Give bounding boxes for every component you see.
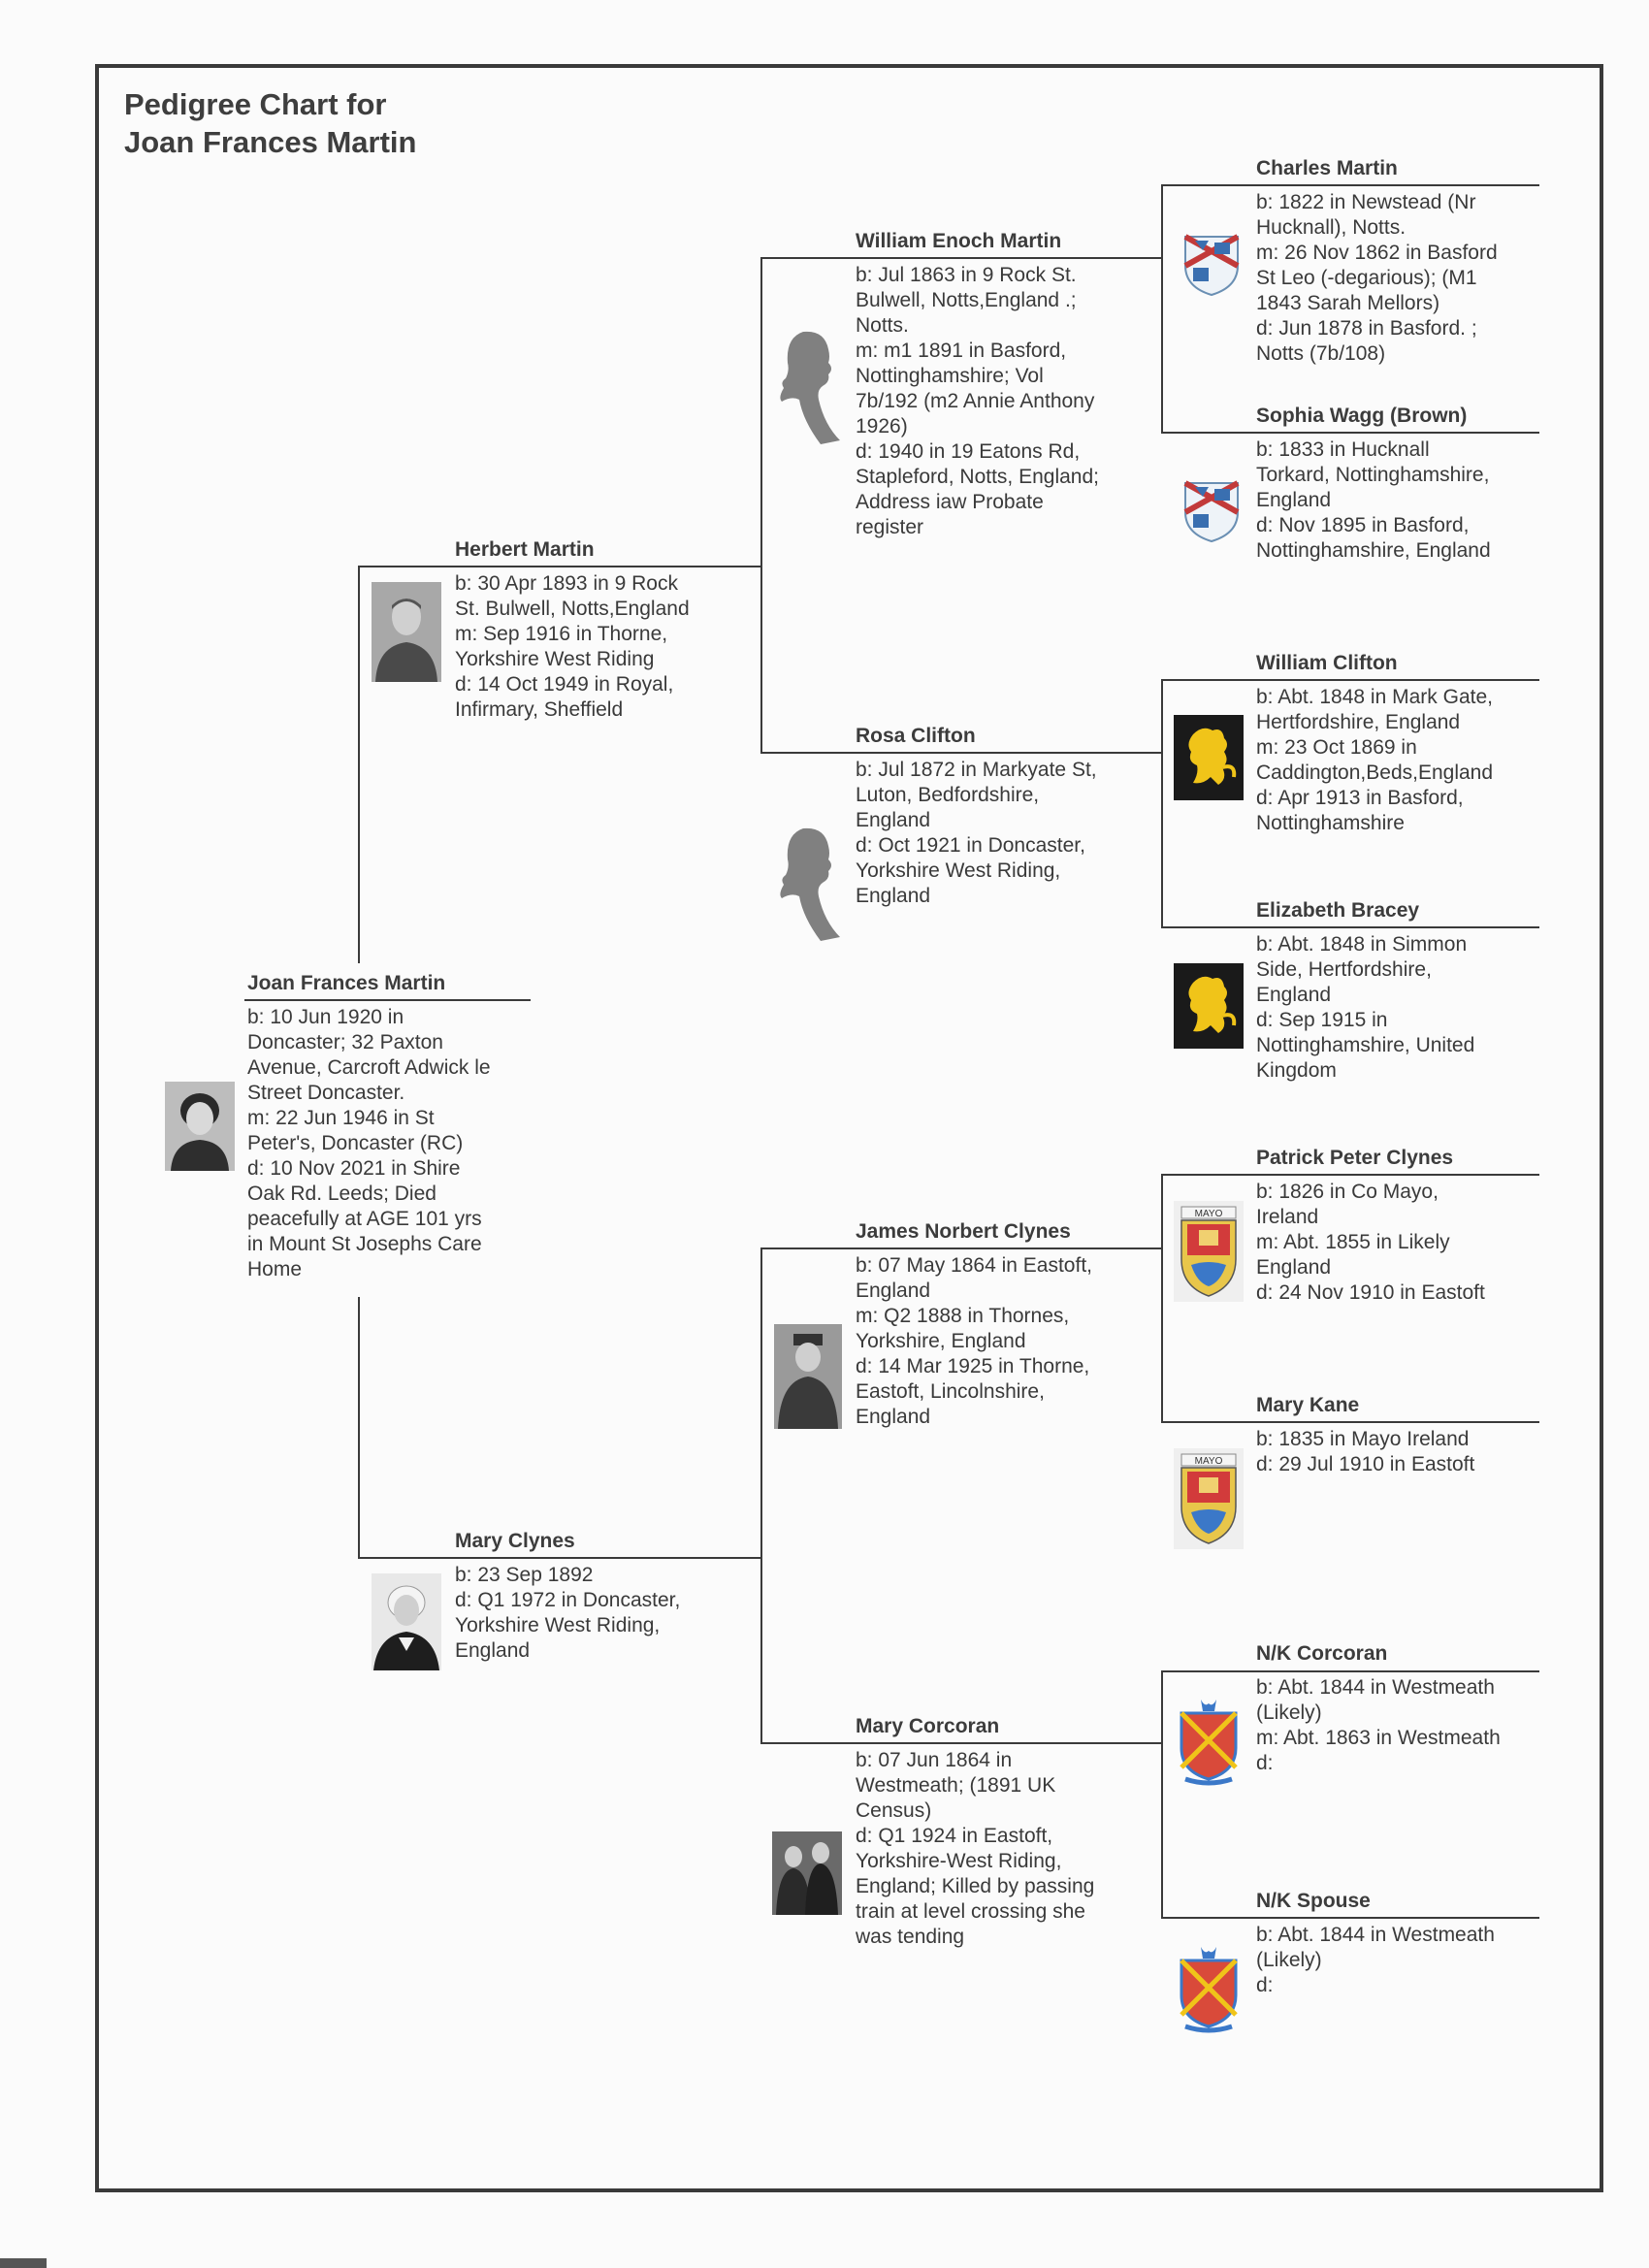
detail-line: (Likely) [1256, 1949, 1322, 1971]
detail-line: Yorkshire, England [856, 1330, 1026, 1352]
root-to-father-line [358, 566, 360, 963]
detail-line: England [1256, 1256, 1332, 1279]
detail-line: peacefully at AGE 101 yrs [247, 1208, 482, 1230]
mgm-name: Mary Corcoran [856, 1715, 1000, 1737]
detail-line: d: Jun 1878 in Basford. ; [1256, 317, 1477, 340]
pgm-silhouette-icon [774, 825, 842, 941]
detail-line: b: Jul 1872 in Markyate St, [856, 759, 1097, 781]
g5-underline [1161, 1174, 1539, 1176]
g7-name: N/K Corcoran [1256, 1642, 1388, 1665]
mgf-portrait-photo [774, 1324, 842, 1429]
detail-line: b: Abt. 1844 in Westmeath [1256, 1924, 1495, 1946]
mother-details [455, 1563, 746, 1664]
detail-line: Stapleford, Notts, England; [856, 466, 1099, 488]
detail-line: 1843 Sarah Mellors) [1256, 292, 1440, 314]
detail-line: England [455, 1639, 531, 1662]
detail-line: Avenue, Carcroft Adwick le [247, 1056, 491, 1079]
detail-line: Infirmary, Sheffield [455, 698, 624, 721]
westmeath-crest-icon [1176, 1945, 1242, 2034]
detail-line: d: Oct 1921 in Doncaster, [856, 834, 1085, 857]
detail-line: Ireland [1256, 1206, 1319, 1228]
g8-details [1256, 1923, 1547, 1998]
pgf-parents-vline [1161, 184, 1163, 433]
pgf-silhouette-icon [774, 328, 842, 444]
detail-line: d: 14 Mar 1925 in Thorne, [856, 1355, 1090, 1377]
detail-line: m: 22 Jun 1946 in St [247, 1107, 435, 1129]
nottinghamshire-crest-icon [1181, 233, 1242, 297]
detail-line: St Leo (-degarious); (M1 [1256, 267, 1477, 289]
mayo-crest-icon [1174, 1448, 1244, 1549]
scan-corner-mark [0, 2258, 47, 2268]
detail-line: register [856, 516, 924, 538]
g3-underline [1161, 679, 1539, 681]
detail-line: Nottinghamshire, United [1256, 1034, 1475, 1056]
mgf-parents-vline [1161, 1174, 1163, 1422]
detail-line: Nottinghamshire; Vol [856, 365, 1044, 387]
detail-line: England [1256, 984, 1332, 1006]
detail-line: Torkard, Nottinghamshire, [1256, 464, 1490, 486]
detail-line: m: 26 Nov 1862 in Basford [1256, 242, 1498, 264]
detail-line: d: 1940 in 19 Eatons Rd, [856, 440, 1081, 463]
g8-name: N/K Spouse [1256, 1890, 1371, 1912]
detail-line: Doncaster; 32 Paxton [247, 1031, 443, 1053]
g3-details [1256, 685, 1547, 836]
mayo-crest-label: MAYO [1194, 1209, 1223, 1219]
detail-line: Notts (7b/108) [1256, 342, 1386, 365]
detail-line: d: 14 Oct 1949 in Royal, [455, 673, 674, 696]
detail-line: 7b/192 (m2 Annie Anthony [856, 390, 1095, 412]
detail-line: Nottinghamshire, England [1256, 539, 1491, 562]
detail-line: Luton, Bedfordshire, [856, 784, 1040, 806]
detail-line: Yorkshire West Riding, [856, 859, 1061, 882]
hertfordshire-lion-crest-icon [1174, 715, 1244, 800]
detail-line: m: m1 1891 in Basford, [856, 340, 1067, 362]
detail-line: m: Sep 1916 in Thorne, [455, 623, 668, 645]
mgm-details [856, 1748, 1151, 1950]
detail-line: Yorkshire West Riding, [455, 1614, 661, 1636]
detail-line: England [856, 1406, 931, 1428]
detail-line: b: 1822 in Newstead (Nr [1256, 191, 1476, 213]
g5-name: Patrick Peter Clynes [1256, 1147, 1454, 1169]
g1-underline [1161, 184, 1539, 186]
detail-line: Caddington,Beds,England [1256, 761, 1494, 784]
pgf-underline [760, 257, 1163, 259]
detail-line: Side, Hertfordshire, [1256, 958, 1432, 981]
g6-name: Mary Kane [1256, 1394, 1360, 1416]
father-details [455, 571, 746, 723]
pgm-details [856, 758, 1151, 909]
detail-line: m: Abt. 1863 in Westmeath [1256, 1727, 1501, 1749]
root-underline [244, 999, 531, 1001]
g2-details [1256, 437, 1547, 564]
g4-underline [1161, 926, 1539, 928]
detail-line: m: Abt. 1855 in Likely [1256, 1231, 1450, 1253]
mother-underline [358, 1557, 760, 1559]
detail-line: d: 29 Jul 1910 in Eastoft [1256, 1453, 1475, 1475]
detail-line: (Likely) [1256, 1701, 1322, 1724]
g1-details [1256, 190, 1547, 367]
detail-line: d: Nov 1895 in Basford, [1256, 514, 1470, 536]
detail-line: Bulwell, Notts,England .; [856, 289, 1077, 311]
detail-line: b: Abt. 1848 in Mark Gate, [1256, 686, 1493, 708]
detail-line: Kingdom [1256, 1059, 1337, 1082]
detail-line: was tending [856, 1926, 965, 1948]
detail-line: Westmeath; (1891 UK [856, 1774, 1056, 1797]
mgm-parents-vline [1161, 1670, 1163, 1919]
g2-underline [1161, 432, 1539, 434]
mother-parents-vline [760, 1247, 762, 1744]
detail-line: Census) [856, 1799, 932, 1822]
title-line-2: Joan Frances Martin [124, 125, 417, 159]
root-to-mother-line [358, 1297, 360, 1559]
mgm-portrait-photo [772, 1831, 842, 1915]
mgm-underline [760, 1742, 1163, 1744]
detail-line: Home [247, 1258, 303, 1280]
mother-name: Mary Clynes [455, 1530, 575, 1552]
detail-line: 1926) [856, 415, 908, 437]
pgf-details [856, 263, 1151, 540]
detail-line: d: Q1 1924 in Eastoft, [856, 1825, 1053, 1847]
detail-line: m: Q2 1888 in Thornes, [856, 1305, 1070, 1327]
g7-details [1256, 1675, 1547, 1776]
detail-line: St. Bulwell, Notts,England [455, 598, 690, 620]
root-name: Joan Frances Martin [247, 972, 446, 994]
detail-line: b: 23 Sep 1892 [455, 1564, 594, 1586]
detail-line: b: 07 May 1864 in Eastoft, [856, 1254, 1092, 1277]
detail-line: Notts. [856, 314, 909, 337]
detail-line: d: [1256, 1974, 1274, 1996]
g3-name: William Clifton [1256, 652, 1398, 674]
mayo-crest-icon [1174, 1201, 1244, 1302]
g8-underline [1161, 1917, 1539, 1919]
detail-line: b: Abt. 1844 in Westmeath [1256, 1676, 1495, 1699]
detail-line: b: Jul 1863 in 9 Rock St. [856, 264, 1077, 286]
father-parents-vline [760, 257, 762, 754]
detail-line: b: 1833 in Hucknall [1256, 438, 1430, 461]
detail-line: Peter's, Doncaster (RC) [247, 1132, 464, 1154]
g4-details [1256, 932, 1547, 1084]
detail-line: d: Sep 1915 in [1256, 1009, 1388, 1031]
detail-line: Yorkshire-West Riding, [856, 1850, 1062, 1872]
g4-name: Elizabeth Bracey [1256, 899, 1420, 922]
detail-line: Address iaw Probate [856, 491, 1044, 513]
detail-line: Yorkshire West Riding [455, 648, 655, 670]
father-name: Herbert Martin [455, 538, 595, 561]
detail-line: Eastoft, Lincolnshire, [856, 1380, 1045, 1403]
mgf-details [856, 1253, 1151, 1430]
root-details [247, 1005, 538, 1282]
nottinghamshire-crest-icon [1181, 479, 1242, 543]
detail-line: b: Abt. 1848 in Simmon [1256, 933, 1468, 956]
detail-line: England [1256, 489, 1332, 511]
mother-portrait-photo [372, 1573, 441, 1670]
detail-line: b: 30 Apr 1893 in 9 Rock [455, 572, 678, 595]
detail-line: m: 23 Oct 1869 in [1256, 736, 1417, 759]
pgm-name: Rosa Clifton [856, 725, 976, 747]
hertfordshire-lion-crest-icon [1174, 963, 1244, 1049]
pgf-name: William Enoch Martin [856, 230, 1062, 252]
detail-line: in Mount St Josephs Care [247, 1233, 482, 1255]
page-title [124, 85, 416, 161]
detail-line: England [856, 885, 931, 907]
detail-line: Street Doncaster. [247, 1082, 405, 1104]
detail-line: England [856, 1280, 931, 1302]
detail-line: d: 24 Nov 1910 in Eastoft [1256, 1281, 1485, 1304]
detail-line: d: [1256, 1752, 1274, 1774]
g7-underline [1161, 1670, 1539, 1672]
g6-details [1256, 1427, 1547, 1477]
detail-line: d: Apr 1913 in Basford, [1256, 787, 1464, 809]
mgf-name: James Norbert Clynes [856, 1220, 1071, 1243]
detail-line: b: 1826 in Co Mayo, [1256, 1181, 1439, 1203]
detail-line: d: Q1 1972 in Doncaster, [455, 1589, 681, 1611]
g2-name: Sophia Wagg (Brown) [1256, 405, 1468, 427]
detail-line: Hertfordshire, England [1256, 711, 1461, 733]
westmeath-crest-icon [1176, 1698, 1242, 1787]
father-portrait-photo [372, 582, 441, 682]
detail-line: England; Killed by passing [856, 1875, 1095, 1897]
pgm-underline [760, 752, 1163, 754]
mgf-underline [760, 1247, 1163, 1249]
detail-line: Hucknall), Notts. [1256, 216, 1406, 239]
detail-line: Oak Rd. Leeds; Died [247, 1183, 436, 1205]
mayo-crest-label: MAYO [1194, 1456, 1223, 1467]
detail-line: England [856, 809, 931, 831]
father-underline [358, 566, 760, 567]
detail-line: b: 10 Jun 1920 in [247, 1006, 404, 1028]
g6-underline [1161, 1421, 1539, 1423]
detail-line: b: 07 Jun 1864 in [856, 1749, 1013, 1771]
g1-name: Charles Martin [1256, 157, 1398, 179]
title-line-1: Pedigree Chart for [124, 87, 387, 121]
detail-line: train at level crossing she [856, 1900, 1085, 1923]
pgm-parents-vline [1161, 679, 1163, 927]
detail-line: b: 1835 in Mayo Ireland [1256, 1428, 1470, 1450]
g5-details [1256, 1180, 1547, 1306]
root-portrait-photo [165, 1082, 235, 1171]
detail-line: Nottinghamshire [1256, 812, 1405, 834]
detail-line: d: 10 Nov 2021 in Shire [247, 1157, 461, 1180]
